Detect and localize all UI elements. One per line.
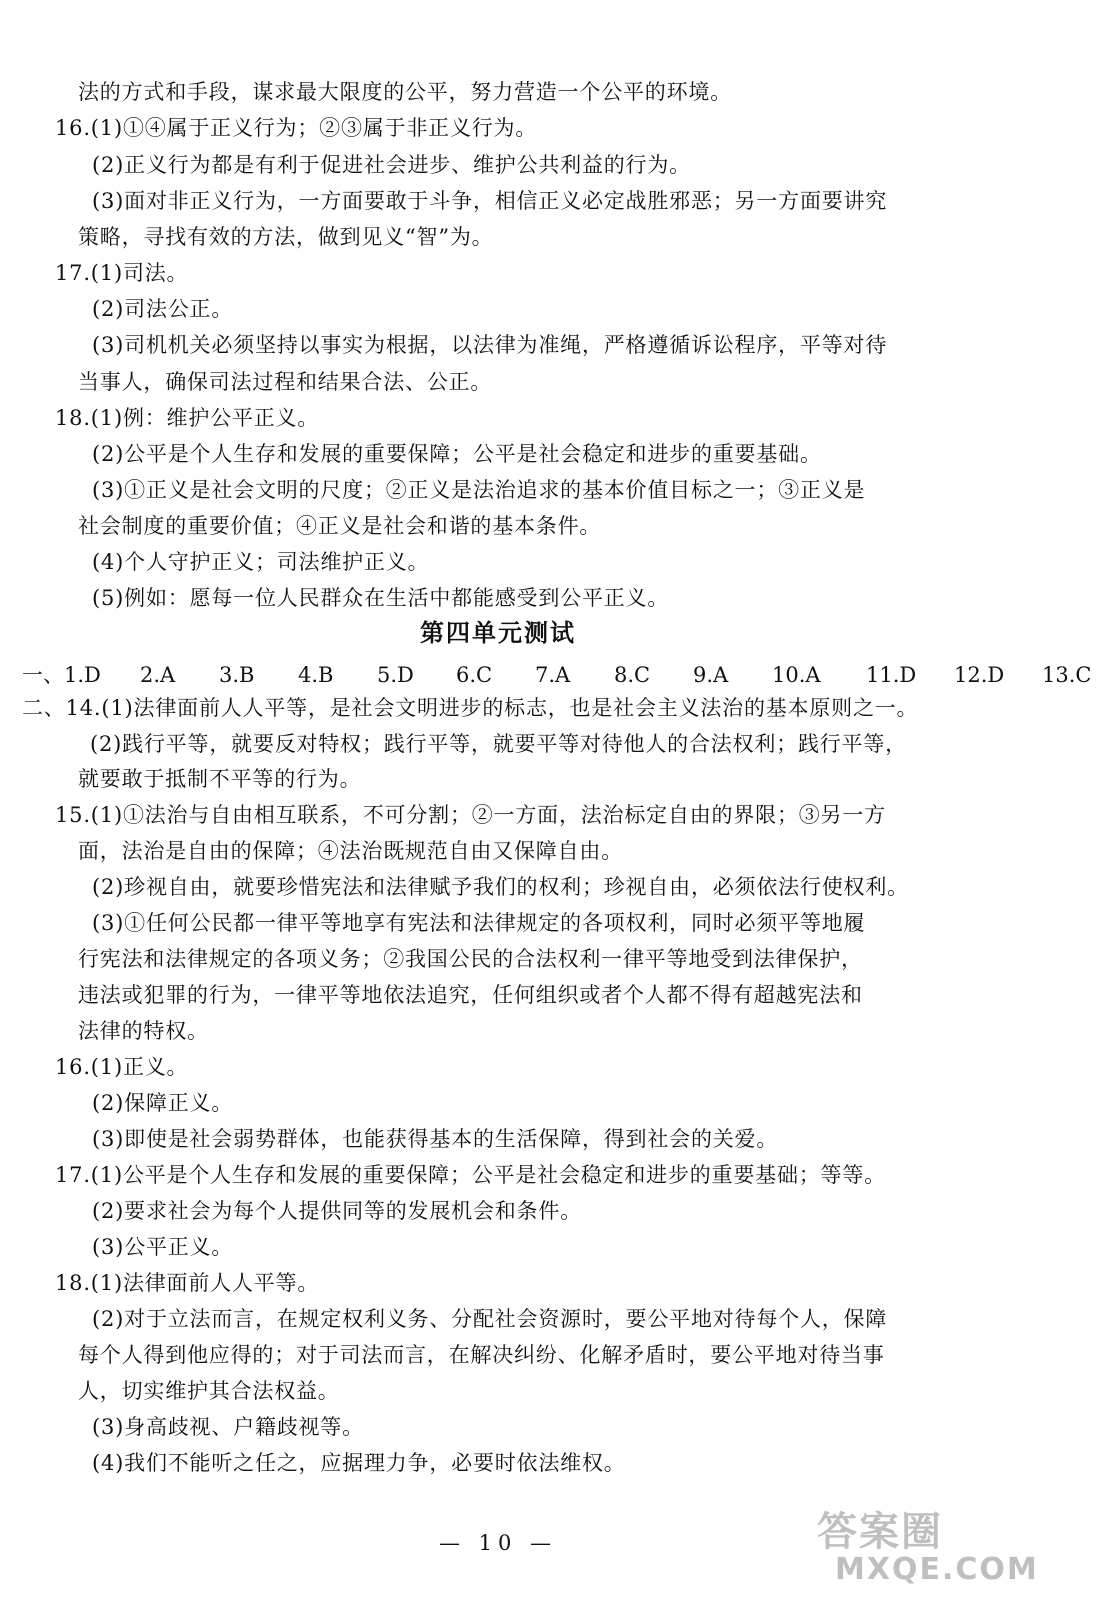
question-16-line-4: 策略，寻找有效的方法，做到见义“智”为。 [78,225,494,249]
question-18-line-2: (2)公平是个人生存和发展的重要保障；公平是社会稳定和进步的重要基础。 [92,442,822,466]
mc-answer: 9.A [693,663,729,687]
question-18-line-4: 社会制度的重要价值；④正义是社会和谐的基本条件。 [78,514,602,538]
question-18b-line-4: 人，切实维护其合法权益。 [78,1379,340,1403]
question-18b-line-1: 18.(1)法律面前人人平等。 [55,1271,320,1295]
question-17-line-3: (3)司机机关必须坚持以事实为根据，以法律为准绳，严格遵循诉讼程序，平等对待 [92,333,888,357]
mc-answer: 11.D [866,663,917,687]
question-18b-line-3: 每个人得到他应得的；对于司法而言，在解决纠纷、化解矛盾时，要公平地对待当事 [78,1343,885,1367]
question-15-line-7: 法律的特权。 [78,1019,209,1043]
section-title: 第四单元测试 [420,618,576,647]
mc-answer: 10.A [772,663,821,687]
question-15-line-4: (3)①任何公民都一律平等地享有宪法和法律规定的各项权利，同时必须平等地履 [92,911,866,935]
mc-answer: 3.B [219,663,255,687]
question-17-line-2: (2)司法公正。 [92,297,234,321]
question-18-line-6: (5)例如：愿每一位人民群众在生活中都能感受到公平正义。 [92,586,670,610]
question-18b-line-5: (3)身高歧视、户籍歧视等。 [92,1415,364,1439]
question-18-line-5: (4)个人守护正义；司法维护正义。 [92,550,430,574]
mc-answer: 6.C [456,663,493,687]
text-line: 法的方式和手段，谋求最大限度的公平，努力营造一个公平的环境。 [78,80,732,104]
watermark-url: MXQE.COM [835,1552,1039,1587]
page-number: — 10 — [438,1531,558,1555]
question-14-line-3: 就要敢于抵制不平等的行为。 [78,767,362,791]
multiple-choice-answers [22,660,1112,690]
question-15-line-5: 行宪法和法律规定的各项义务；②我国公民的合法权利一律平等地受到法律保护， [78,947,863,971]
mc-answer: 5.D [377,663,414,687]
question-15-line-6: 违法或犯罪的行为，一律平等地依法追究，任何组织或者个人都不得有超越宪法和 [78,983,863,1007]
mc-answer: 7.A [535,663,571,687]
question-16b-line-3: (3)即使是社会弱势群体，也能获得基本的生活保障，得到社会的关爱。 [92,1127,779,1151]
mc-answer: 4.B [298,663,334,687]
question-16b-line-2: (2)保障正义。 [92,1091,234,1115]
question-16b-line-1: 16.(1)正义。 [55,1055,189,1079]
question-16-line-2: (2)正义行为都是有利于促进社会进步、维护公共利益的行为。 [92,153,691,177]
question-17b-line-1: 17.(1)公平是个人生存和发展的重要保障；公平是社会稳定和进步的重要基础；等等。 [55,1163,886,1187]
question-18b-line-2: (2)对于立法而言，在规定权利义务、分配社会资源时，要公平地对待每个人，保障 [92,1307,888,1331]
mc-answer: 一、1.D [22,663,101,687]
mc-answer: 8.C [614,663,651,687]
mc-answer: 2.A [140,663,176,687]
question-17b-line-3: (3)公平正义。 [92,1235,234,1259]
question-17b-line-2: (2)要求社会为每个人提供同等的发展机会和条件。 [92,1199,582,1223]
question-16-line-3: (3)面对非正义行为，一方面要敢于斗争，相信正义必定战胜邪恶；另一方面要讲究 [92,189,888,213]
question-18-line-3: (3)①正义是社会文明的尺度；②正义是法治追求的基本价值目标之一；③正义是 [92,478,866,502]
question-15-line-1: 15.(1)①法治与自由相互联系，不可分割；②一方面，法治标定自由的界限；③另一方 [55,803,886,827]
mc-answer: 12.D [954,663,1005,687]
question-14-line-2: (2)践行平等，就要反对特权；践行平等，就要平等对待他人的合法权利；践行平等， [90,732,907,756]
question-17-line-4: 当事人，确保司法过程和结果合法、公正。 [78,370,493,394]
question-18b-line-6: (4)我们不能听之任之，应据理力争，必要时依法维权。 [92,1451,626,1475]
mc-answer: 13.C [1042,663,1092,687]
question-15-line-3: (2)珍视自由，就要珍惜宪法和法律赋予我们的权利；珍视自由，必须依法行使权利。 [92,875,909,899]
question-18-line-1: 18.(1)例：维护公平正义。 [55,406,320,430]
watermark-logo [805,1500,1039,1595]
question-14-line-1: 二、14.(1)法律面前人人平等，是社会文明进步的标志，也是社会主义法治的基本原则之一。 [22,696,919,720]
question-16-line-1: 16.(1)①④属于正义行为；②③属于非正义行为。 [55,116,538,140]
question-15-line-2: 面，法治是自由的保障；④法治既规范自由又保障自由。 [78,839,623,863]
watermark-text: 答案圈 [817,1509,943,1555]
question-17-line-1: 17.(1)司法。 [55,261,189,285]
